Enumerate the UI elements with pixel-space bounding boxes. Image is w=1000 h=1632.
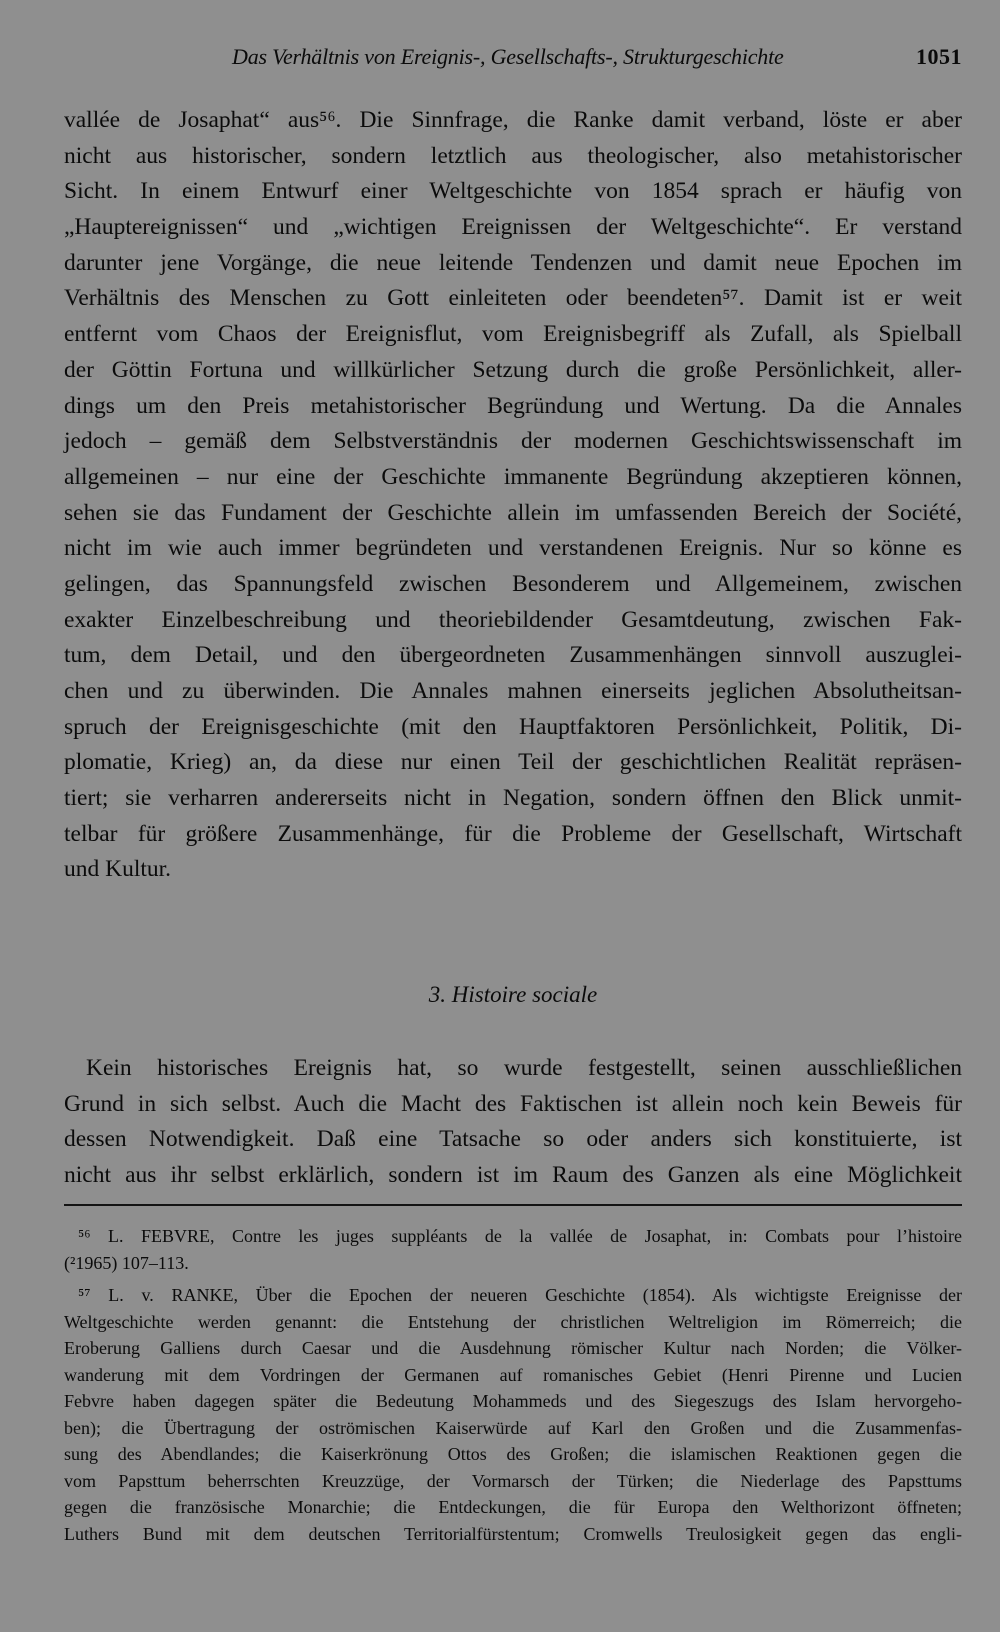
footnote-line: ⁵⁷ L. v. RANKE, Über die Epochen der neueren Geschichte (1854). Als wichtigste Ereignisse der [78, 1285, 962, 1305]
text-line: exakter Einzelbeschreibung und theoriebildender Gesamtdeutung, zwischen Fak- [64, 606, 962, 633]
footnote-line: Luthers Bund mit dem deutschen Territorialfürstentum; Cromwells Treulosigkeit gegen das engli- [64, 1523, 962, 1544]
footnote-line: sung des Abendlandes; die Kaiserkrönung Ottos des Großen; die islamischen Reaktionen gegen die [64, 1444, 962, 1464]
book-page [64, 0, 962, 1632]
page-number: 1051 [916, 44, 962, 69]
text-line: gelingen, das Spannungsfeld zwischen Besonderem und Allgemeinem, zwischen [64, 570, 962, 597]
text-line: telbar für größere Zusammenhänge, für die Probleme der Gesellschaft, Wirtschaft [64, 820, 962, 847]
text-line: „Hauptereignissen“ und „wichtigen Ereignissen der Weltgeschichte“. Er verstand [64, 214, 962, 241]
text-line: Sicht. In einem Entwurf einer Weltgeschichte von 1854 sprach er häufig von [64, 178, 962, 205]
footnote-line: wanderung mit dem Vordringen der Germanen auf romanisches Gebiet (Henri Pirenne und Lucien [64, 1364, 962, 1385]
footnote-line: gegen die französische Monarchie; die Entdeckungen, die für Europa den Welthorizont öffneten; [64, 1497, 962, 1517]
section-heading: 3. Histoire sociale [428, 982, 598, 1007]
footnote-line: vom Papsttum beherrschten Kreuzzüge, der Vormarsch der Türken; die Niederlage des Papsttums [64, 1470, 962, 1491]
text-line: vallée de Josaphat“ aus⁵⁶. Die Sinnfrage, die Ranke damit verband, löste er aber [64, 107, 962, 133]
text-line: plomatie, Krieg) an, da diese nur einen Teil der geschichtlichen Realität repräsen- [64, 749, 962, 776]
text-line: tum, dem Detail, und den übergeordneten Zusammenhängen sinnvoll auszuglei- [64, 642, 962, 669]
text-line: nicht aus historischer, sondern letztlich aus theologischer, also metahistorischer [64, 142, 962, 169]
running-head [64, 44, 962, 78]
text-line: chen und zu überwinden. Die Annales mahnen einerseits jeglichen Absolutheitsan- [64, 678, 962, 704]
text-line: und Kultur. [64, 856, 172, 883]
text-line: dings um den Preis metahistorischer Begründung und Wertung. Da die Annales [64, 392, 962, 419]
text-line: Kein historisches Ereignis hat, so wurde festgestellt, seinen ausschließlichen [86, 1055, 962, 1081]
footnote-line: ⁵⁶ L. FEBVRE, Contre les juges suppléants de la vallée de Josaphat, in: Combats pour l’histoire [78, 1226, 962, 1246]
footnote-line: (²1965) 107–113. [64, 1252, 189, 1273]
footnote-line: ben); die Übertragung der oströmischen Kaiserwürde auf Karl den Großen und die Zusammenfas- [64, 1417, 962, 1438]
text-line: sehen sie das Fundament der Geschichte allein im umfassenden Bereich der Société, [64, 499, 962, 526]
text-line: darunter jene Vorgänge, die neue leitende Tendenzen und damit neue Epochen im [64, 249, 962, 276]
footnote-line: Eroberung Galliens durch Caesar und die Ausdehnung römischer Kultur nach Norden; die Völker- [64, 1338, 962, 1358]
running-title: Das Verhältnis von Ereignis-, Gesellschafts-, Strukturgeschichte [232, 44, 784, 69]
paragraph-histoire-sociale [64, 1051, 962, 1194]
paragraph-annales-ranke [64, 103, 962, 888]
text-line: nicht im wie auch immer begründeten und verstandenen Ereignis. Nur so könne es [64, 535, 962, 562]
footnote-line: Weltgeschichte werden genannt: die Entstehung der christlichen Weltreligion im Römerreich; die [64, 1311, 962, 1332]
text-line: spruch der Ereignisgeschichte (mit den Hauptfaktoren Persönlichkeit, Politik, Di- [64, 713, 962, 740]
text-line: nicht aus ihr selbst erklärlich, sondern ist im Raum des Ganzen als eine Möglichkeit [64, 1162, 962, 1189]
text-line: der Göttin Fortuna und willkürlicher Setzung durch die große Persönlichkeit, aller- [64, 356, 962, 383]
footnote-57 [64, 1282, 962, 1547]
text-line: jedoch – gemäß dem Selbstverständnis der modernen Geschichtswissenschaft im [64, 428, 962, 455]
text-line: tiert; sie verharren andererseits nicht in Negation, sondern öffnen den Blick unmit- [64, 785, 962, 812]
footnote-56 [64, 1223, 962, 1276]
text-line: Verhältnis des Menschen zu Gott einleiteten oder beendeten⁵⁷. Damit ist er weit [64, 285, 962, 312]
footnote-divider [64, 1204, 962, 1206]
text-line: dessen Notwendigkeit. Daß eine Tatsache so oder anders sich konstituierte, ist [64, 1126, 962, 1153]
footnote-line: Febvre haben dagegen später die Bedeutung Mohammeds und des Siegeszugs des Islam hervorgeho- [64, 1391, 962, 1411]
text-line: entfernt vom Chaos der Ereignisflut, vom Ereignisbegriff als Zufall, als Spielball [64, 321, 962, 348]
text-line: allgemeinen – nur eine der Geschichte immanente Begründung akzeptieren können, [64, 463, 962, 490]
text-line: Grund in sich selbst. Auch die Macht des Faktischen ist allein noch kein Beweis für [64, 1090, 962, 1117]
